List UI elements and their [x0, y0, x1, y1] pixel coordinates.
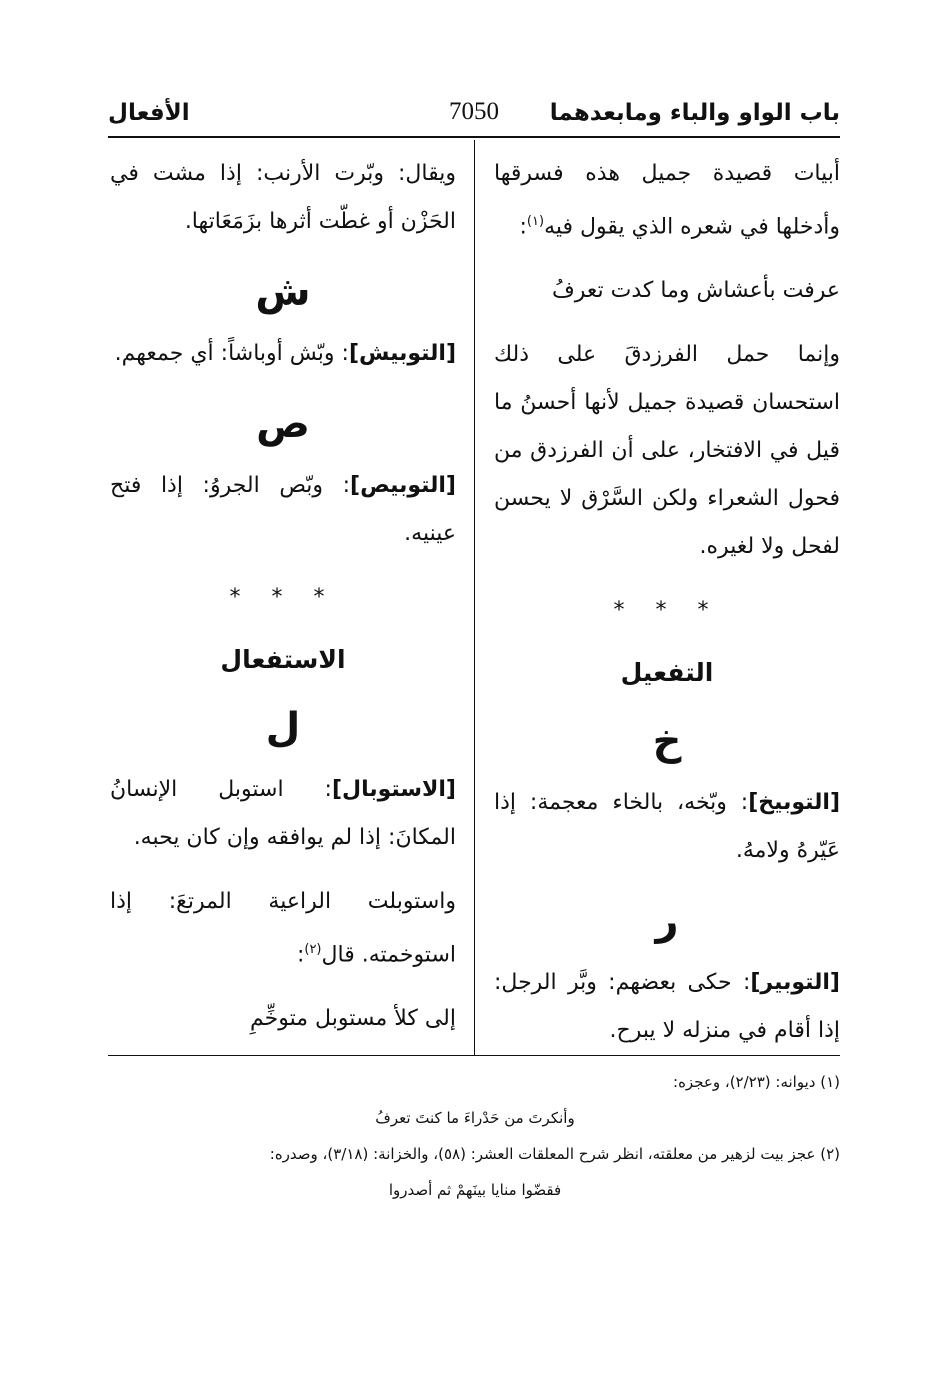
section-heading: الاستفعال: [220, 645, 346, 674]
paragraph-text: واستوبلت الراعية المرتعَ: إذا استوخمته. قال: [110, 889, 456, 968]
entry-term: [الاستوبال]: [331, 777, 456, 802]
page-number: 7050: [449, 98, 499, 125]
running-header: [108, 96, 840, 136]
paragraph: [494, 150, 840, 251]
section-heading: التفعيل: [620, 658, 714, 688]
column-divider: [474, 140, 475, 1055]
letter-heading: ص: [256, 401, 310, 447]
entry-text: : وبّش أوباشاً: أي جمعهم.: [114, 341, 349, 366]
left-column: [110, 150, 456, 1059]
entry-term: [التوبيخ]: [748, 790, 840, 816]
entry-term: [التوبيش]: [348, 341, 456, 366]
entry: [110, 330, 456, 378]
entry-text: : وبّص الجروُ: إذا فتح عينيه.: [110, 473, 456, 546]
paragraph: [110, 878, 456, 979]
verse-text: إلى كلأ مستوبل متوخِّمِ: [250, 1006, 456, 1032]
verse: [110, 995, 456, 1043]
footnote-1: (١) ديوانه: (٢/٢٣)، وعجزه:: [673, 1073, 840, 1091]
footnote-1-verse: وأنكرتَ من حَدْراءَ ما كنتَ تعرفُ: [375, 1109, 575, 1127]
header-rule: [108, 136, 840, 138]
verse-text: عرفت بأعشاش وما كدت تعرفُ: [551, 278, 840, 304]
letter-heading: خ: [652, 718, 682, 765]
letter-heading: ر: [655, 898, 679, 945]
footnote-rule: [108, 1055, 840, 1056]
chapter-title: باب الواو والباء ومابعدهما: [549, 100, 840, 126]
section-separator: * * *: [613, 598, 721, 624]
entry: [494, 959, 840, 1055]
entry-term: [التوبيص]: [350, 473, 456, 498]
section-title: الأفعال: [108, 100, 190, 126]
punctuation: :: [519, 214, 527, 240]
footnote-2: (٢) عجز بيت لزهير من معلقته، انظر شرح المعلقات العشر: (٥٨)، والخزانة: (٣/١٨)، وصدره:: [269, 1145, 840, 1163]
paragraph: ويقال: وبّرت الأرنب: إذا مشت في الحَزْن أو غطّت أثرها بزَمَعَاتها.: [110, 161, 456, 234]
footnote-2-verse: فقضّوا منايا بينَهمْ ثم أصدروا: [388, 1181, 562, 1199]
right-column: [494, 150, 840, 1071]
paragraph: وإنما حمل الفرزدقَ على ذلك استحسان قصيدة جميل لأنها أحسنُ ما قيل في الافتخار، على أن الفرزدق من فحول الشعراء ولكن السَّرْق لا يحسن لفحل ولا لغيره.: [494, 342, 840, 560]
entry-text: : حكى بعضهم: وبَّر الرجل: إذا أقام في منزله لا يبرح.: [494, 970, 840, 1044]
entry: [110, 766, 456, 862]
entry-text: : استوبل الإنسانُ المكانَ: إذا لم يوافقه وإن كان يحبه.: [110, 777, 456, 850]
paragraph-text: أبيات قصيدة جميل هذه فسرقها وأدخلها في شعره الذي يقول فيه: [494, 161, 840, 240]
footnote-ref: (٢): [304, 942, 322, 957]
footnotes: [110, 1064, 840, 1208]
entry-term: [التوبير]: [750, 970, 840, 996]
section-separator: * * *: [229, 585, 337, 610]
punctuation: :: [296, 942, 305, 968]
entry: [494, 779, 840, 875]
entry: [110, 462, 456, 558]
footnote-ref: (١): [526, 214, 545, 229]
letter-heading: ش: [255, 269, 311, 315]
verse: [494, 267, 840, 315]
entry-text: : وبّخه، بالخاء معجمة: إذا عَيّرهُ ولامهُ.: [494, 790, 840, 864]
letter-heading: ل: [265, 705, 301, 751]
